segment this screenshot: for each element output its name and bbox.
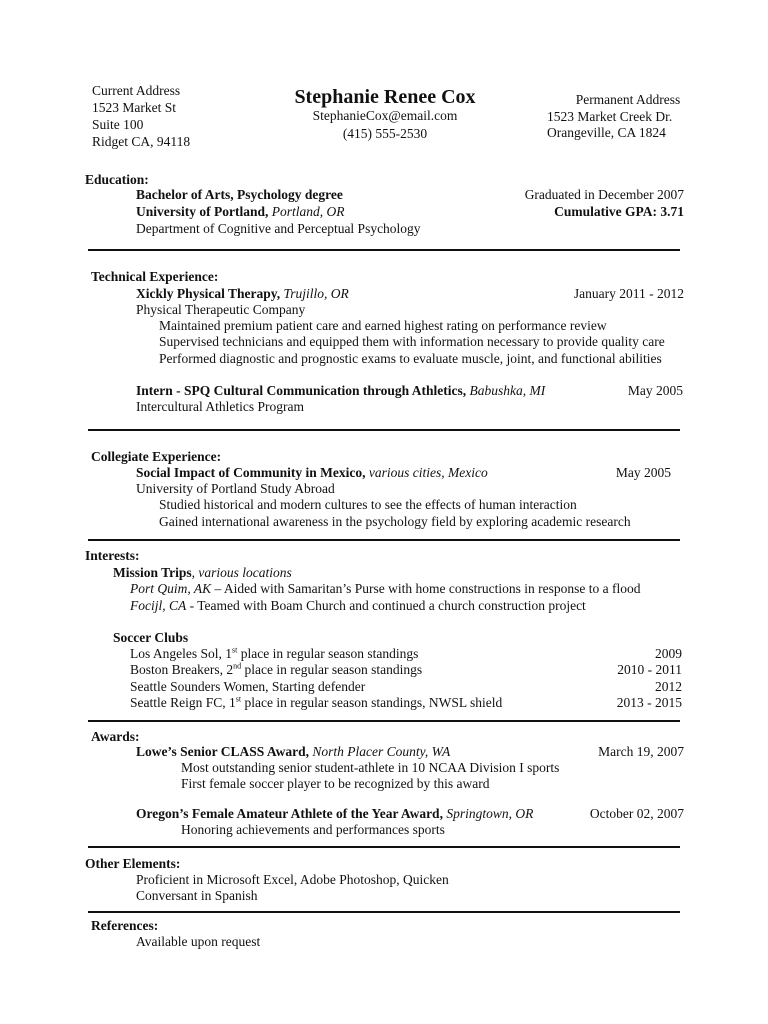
section-heading-technical: Technical Experience:	[91, 269, 219, 284]
job2-subtitle: Intercultural Athletics Program	[136, 399, 304, 414]
club-ordinal: st	[235, 694, 242, 704]
award1-title-line	[136, 744, 450, 760]
award2-date: October 02, 2007	[589, 806, 684, 821]
collegiate-location: various cities, Mexico	[368, 465, 488, 480]
section-heading-education: Education:	[85, 172, 149, 187]
club-ordinal: nd	[233, 661, 242, 671]
other-item: Proficient in Microsoft Excel, Adobe Photoshop, Quicken	[136, 872, 449, 887]
trip-text: – Aided with Samaritan’s Purse with home constructions in response to a flood	[211, 581, 641, 596]
school-location: Portland, OR	[271, 204, 345, 219]
divider	[88, 539, 680, 541]
collegiate-title: Social Impact of Community in Mexico,	[136, 465, 366, 480]
section-heading-references: References:	[91, 918, 159, 933]
current-address-line2: Suite 100	[92, 117, 144, 132]
email: StephanieCox@email.com	[312, 108, 458, 123]
current-address-label: Current Address	[92, 83, 181, 98]
permanent-address-line2: Orangeville, CA 1824	[547, 125, 666, 140]
section-heading-awards: Awards:	[91, 729, 140, 744]
club-text-rest: place in regular season standings	[241, 662, 423, 677]
current-address-line3: Ridget CA, 94118	[92, 134, 191, 149]
award1-date: March 19, 2007	[598, 744, 684, 759]
school-line	[136, 204, 345, 220]
club-text-rest: place in regular season standings, NWSL shield	[241, 695, 503, 710]
divider	[88, 720, 680, 722]
club-item	[130, 679, 365, 695]
job2-location: Babushka, MI	[469, 383, 546, 398]
mission-trips-line	[113, 565, 292, 581]
trip-item	[130, 581, 640, 597]
collegiate-bullet: Gained international awareness in the psychology field by exploring academic research	[159, 514, 631, 529]
job1-subtitle: Physical Therapeutic Company	[136, 302, 306, 317]
club-year: 2012	[655, 679, 682, 694]
divider	[88, 846, 680, 848]
award2-title: Oregon’s Female Amateur Athlete of the Year Award,	[136, 806, 443, 821]
club-year: 2013 - 2015	[616, 695, 682, 710]
phone: (415) 555-2530	[342, 126, 428, 141]
club-item	[130, 662, 422, 678]
award1-detail: Most outstanding senior student-athlete in 10 NCAA Division I sports	[181, 760, 560, 775]
mission-trips-location: , various locations	[191, 565, 292, 580]
job1-bullet: Maintained premium patient care and earned highest rating on performance review	[159, 318, 607, 333]
divider	[88, 249, 680, 251]
club-text: Seattle Reign FC, 1	[130, 695, 236, 710]
club-text: Boston Breakers, 2	[130, 662, 234, 677]
permanent-address-label: Permanent Address	[575, 92, 681, 107]
club-text: Seattle Sounders Women, Starting defender	[130, 679, 366, 694]
award2-detail: Honoring achievements and performances sports	[181, 822, 445, 837]
job1-title-line	[136, 286, 349, 302]
collegiate-title-line	[136, 465, 488, 481]
job1-bullet: Supervised technicians and equipped them with information necessary to provide quality care	[159, 334, 665, 349]
section-heading-interests: Interests:	[85, 548, 140, 563]
section-heading-other: Other Elements:	[85, 856, 181, 871]
mission-trips-title: Mission Trips	[113, 565, 192, 580]
job1-location: Trujillo, OR	[283, 286, 349, 301]
award2-title-line	[136, 806, 533, 822]
divider	[88, 429, 680, 431]
club-ordinal: st	[232, 645, 238, 655]
job1-date: January 2011 - 2012	[573, 286, 684, 301]
section-heading-collegiate: Collegiate Experience:	[91, 449, 222, 464]
trip-place: Port Quim, AK	[130, 581, 212, 596]
collegiate-date: May 2005	[615, 465, 671, 480]
job1-title: Xickly Physical Therapy,	[136, 286, 281, 301]
club-text-rest: place in regular season standings	[237, 646, 419, 661]
current-address-line1: 1523 Market St	[92, 100, 176, 115]
club-year: 2009	[655, 646, 682, 661]
divider	[88, 911, 680, 913]
trip-place: Focijl, CA	[130, 598, 187, 613]
award1-location: North Placer County, WA	[312, 744, 451, 759]
club-text: Los Angeles Sol, 1	[130, 646, 233, 661]
club-year: 2010 - 2011	[617, 662, 682, 677]
references-text: Available upon request	[136, 934, 261, 949]
award1-title: Lowe’s Senior CLASS Award,	[136, 744, 310, 759]
award1-detail: First female soccer player to be recognized by this award	[181, 776, 490, 791]
job1-bullet: Performed diagnostic and prognostic exams to evaluate muscle, joint, and functional abilities	[159, 351, 662, 366]
job2-date: May 2005	[627, 383, 683, 398]
collegiate-bullet: Studied historical and modern cultures to see the effects of human interaction	[159, 497, 577, 512]
award2-location: Springtown, OR	[446, 806, 534, 821]
permanent-address-line1: 1523 Market Creek Dr.	[547, 109, 673, 124]
graduation-date: Graduated in December 2007	[524, 187, 684, 202]
club-item	[130, 695, 502, 711]
gpa: Cumulative GPA: 3.71	[554, 204, 684, 219]
department: Department of Cognitive and Perceptual Psychology	[136, 221, 421, 236]
collegiate-subtitle: University of Portland Study Abroad	[136, 481, 335, 496]
other-item: Conversant in Spanish	[136, 888, 258, 903]
club-item	[130, 646, 418, 662]
person-name: Stephanie Renee Cox	[294, 86, 476, 108]
degree: Bachelor of Arts, Psychology degree	[136, 187, 343, 202]
trip-text: - Teamed with Boam Church and continued a church construction project	[186, 598, 586, 613]
school-name: University of Portland,	[136, 204, 269, 219]
soccer-clubs-title: Soccer Clubs	[113, 630, 189, 645]
trip-item	[130, 598, 586, 614]
job2-title: Intern - SPQ Cultural Communication through Athletics,	[136, 383, 467, 398]
job2-title-line	[136, 383, 545, 399]
